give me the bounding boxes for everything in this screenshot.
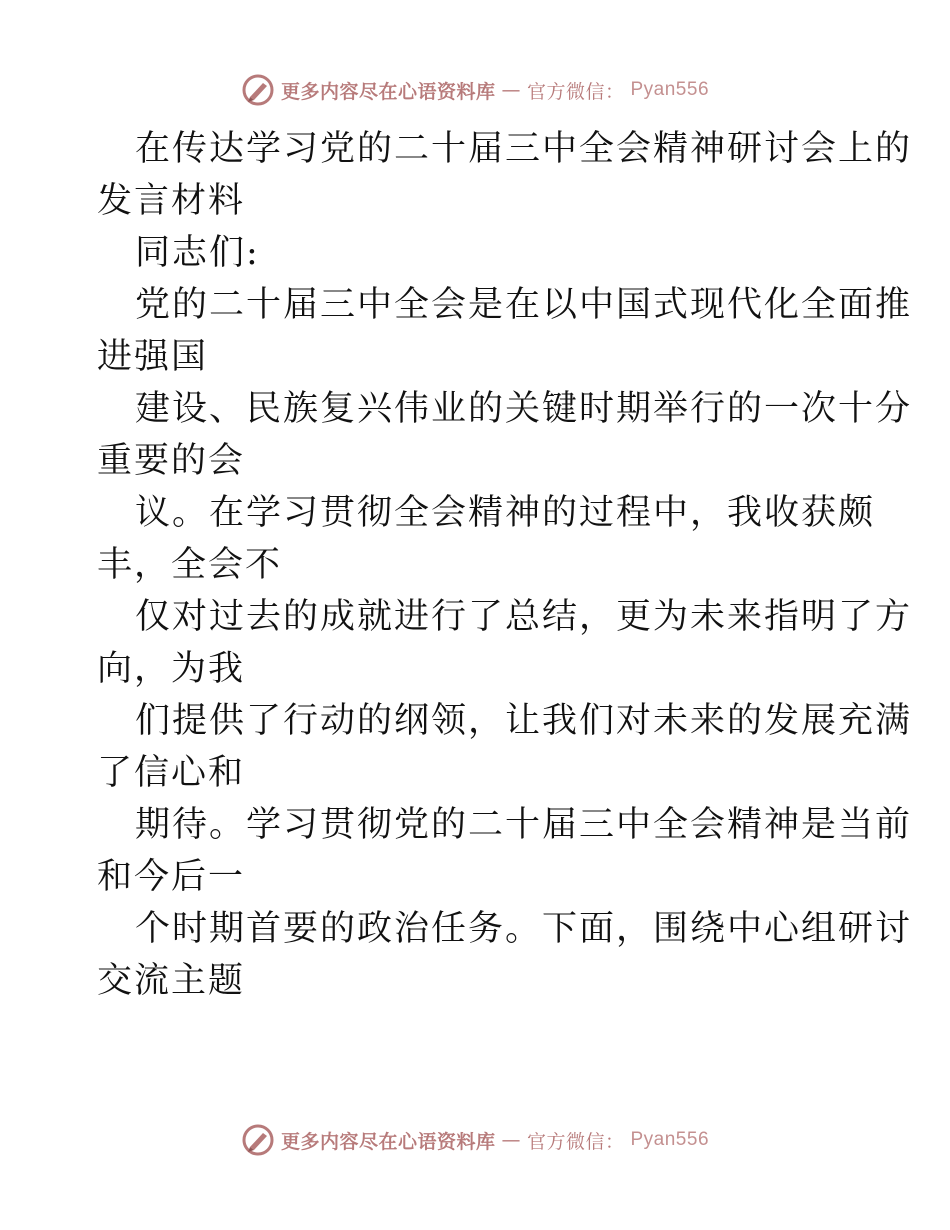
text-line: 了信心和 <box>97 753 246 793</box>
pen-logo-icon <box>241 73 275 107</box>
text-line: 重要的会 <box>97 441 246 481</box>
banner-separator: — <box>501 79 521 101</box>
wechat-id: Pyan556 <box>630 79 710 100</box>
text-line: 建设、民族复兴伟业的关键时期举行的一次十分 <box>135 389 913 429</box>
text-line: 进强国 <box>97 337 209 377</box>
text-line: 个时期首要的政治任务。下面，围绕中心组研讨 <box>135 909 913 949</box>
text-line: 交流主题 <box>97 961 246 1001</box>
text-line: 同志们: <box>135 233 260 273</box>
footer-watermark-banner <box>0 1120 950 1160</box>
text-line: 发言材料 <box>97 181 246 221</box>
text-line: 议。在学习贯彻全会精神的过程中，我收获颇 <box>135 493 876 533</box>
text-line: 党的二十届三中全会是在以中国式现代化全面推 <box>135 285 913 325</box>
wechat-label: 官方微信： <box>526 80 625 103</box>
text-line: 在传达学习党的二十届三中全会精神研讨会上的 <box>135 129 913 169</box>
text-line: 向，为我 <box>97 649 246 689</box>
text-line: 们提供了行动的纲领，让我们对未来的发展充满 <box>135 701 913 741</box>
text-line: 丰，全会不 <box>97 545 283 585</box>
brand-text: 更多内容尽在心语资料库 <box>280 80 496 103</box>
text-line: 和今后一 <box>97 857 246 897</box>
document-body <box>97 123 913 1007</box>
text-line: 仅对过去的成就进行了总结，更为未来指明了方 <box>135 597 913 637</box>
header-watermark-banner <box>0 70 950 110</box>
pen-logo-icon <box>241 1123 275 1157</box>
wechat-label: 官方微信： <box>526 1130 625 1153</box>
brand-text: 更多内容尽在心语资料库 <box>280 1130 496 1153</box>
text-line: 期待。学习贯彻党的二十届三中全会精神是当前 <box>135 805 913 845</box>
banner-separator: — <box>501 1129 521 1151</box>
wechat-id: Pyan556 <box>630 1129 710 1150</box>
